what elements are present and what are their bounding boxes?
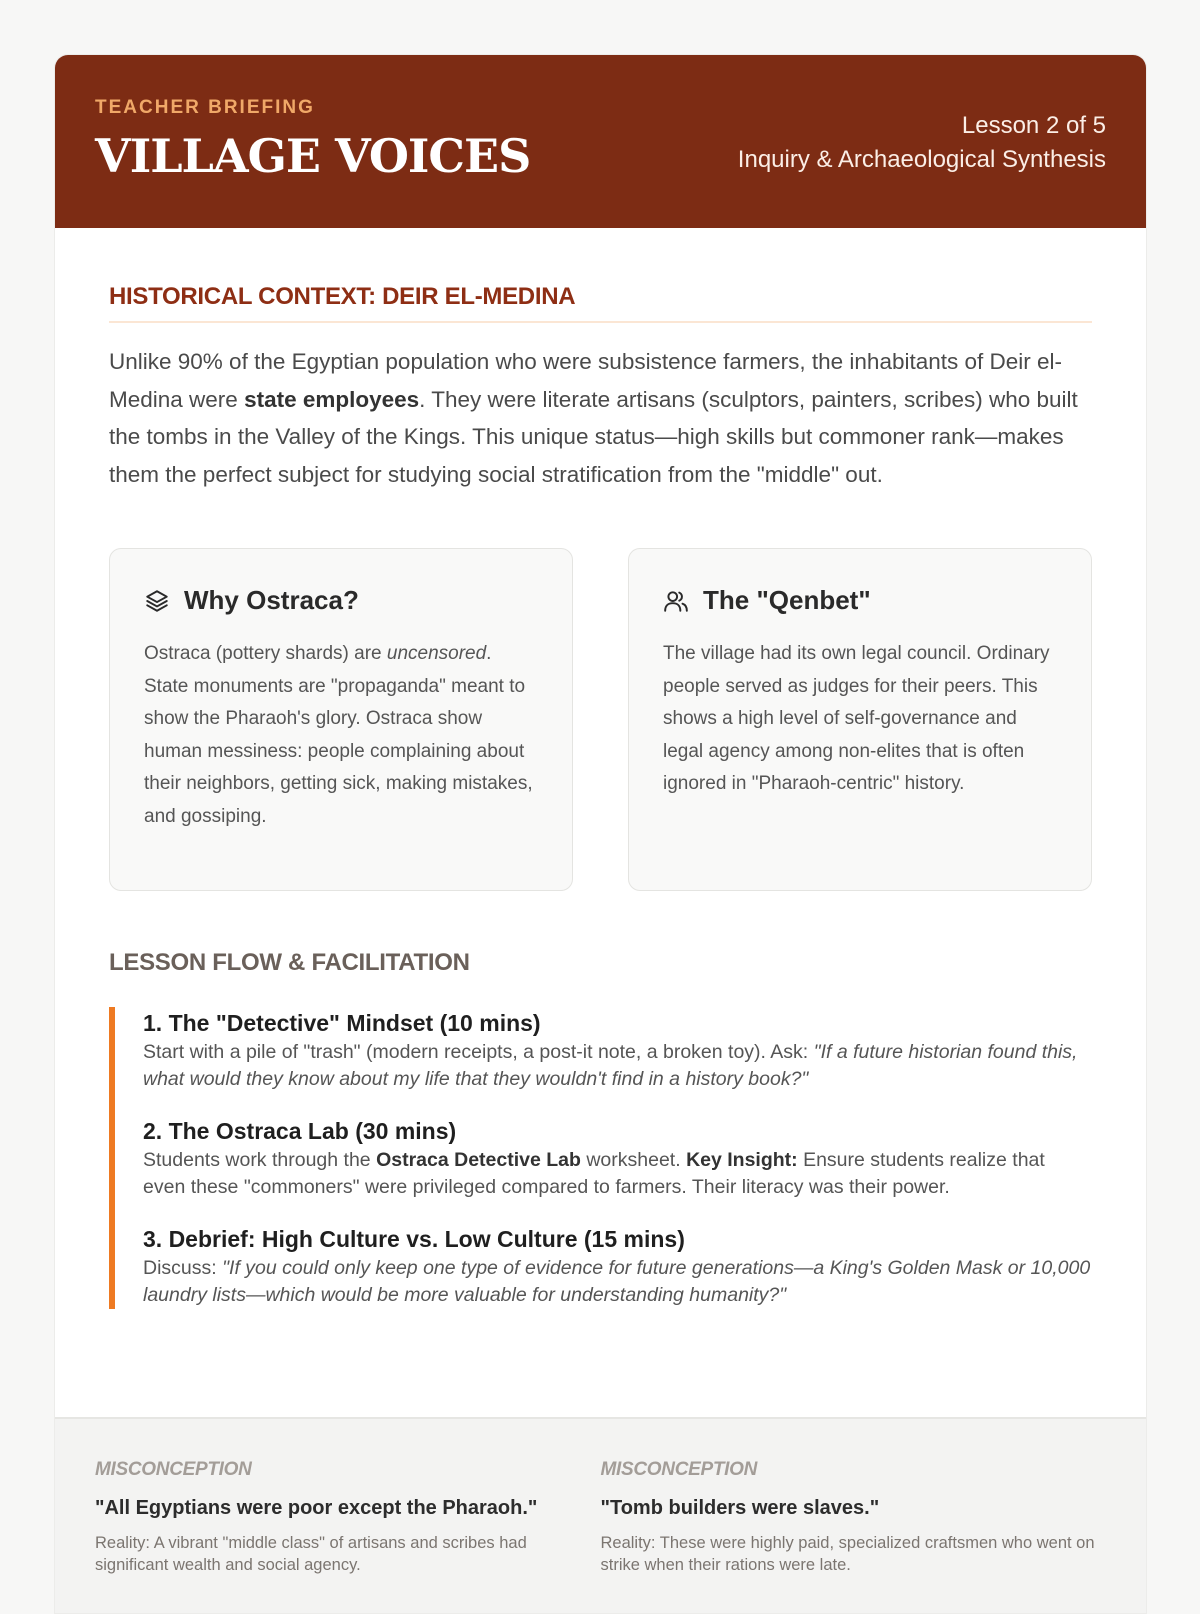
misconception-quote: "All Egyptians were poor except the Pharaoh." <box>95 1497 538 1519</box>
step-title: 1. The "Detective" Mindset (10 mins) <box>143 1010 541 1036</box>
context-text-1: Unlike 90% of the Egyptian population who were subsistence farmers, the inhabitants of Deir el-Medina were <box>109 349 1063 412</box>
step-quote: "If you could only keep one type of evidence for future generations—a King's Golden Mask or 10,000 laundry lists—which would be more valuable for understanding humanity?" <box>143 1257 1091 1306</box>
context-bold: state employees <box>244 386 420 412</box>
lesson-subtitle: Inquiry & Archaeological Synthesis <box>737 146 1106 173</box>
flow-heading: LESSON FLOW & FACILITATION <box>109 949 470 976</box>
misconceptions-footer <box>55 1417 1146 1613</box>
card-body: The village had its own legal council. Ordinary people served as judges for their peers. This shows a high level of self-governance and legal agency among non-elites that is often ignored in "Pharaoh-centric" history. <box>663 643 1050 794</box>
layers-icon <box>144 588 170 614</box>
flow-step <box>143 1223 1092 1309</box>
card-title-row <box>144 585 538 616</box>
step-title: 3. Debrief: High Culture vs. Low Culture (15 mins) <box>143 1226 685 1252</box>
step-text: Students work through the <box>143 1149 377 1171</box>
card-title: The "Qenbet" <box>703 585 871 615</box>
step-title: 2. The Ostraca Lab (30 mins) <box>143 1118 457 1144</box>
flow-step <box>143 1115 1092 1201</box>
users-icon <box>663 588 689 614</box>
card-title: Why Ostraca? <box>184 585 359 615</box>
step-text: Discuss: <box>143 1257 223 1279</box>
misconception-reality: Reality: These were highly paid, specialized craftsmen who went on strike when their rations were late. <box>600 1534 1095 1574</box>
card-body <box>144 638 538 833</box>
key-insight-label: Key Insight: <box>686 1149 798 1171</box>
page-title: VILLAGE VOICES <box>95 129 531 183</box>
eyebrow-label: TEACHER BRIEFING <box>95 97 315 118</box>
step-description <box>143 1039 1092 1093</box>
lesson-flow <box>109 1007 1092 1309</box>
flow-step <box>143 1007 1092 1093</box>
step-description <box>143 1255 1092 1309</box>
misconception-reality: Reality: A vibrant "middle class" of artisans and scribes had significant wealth and social agency. <box>95 1534 527 1574</box>
misconception-item <box>95 1459 601 1613</box>
step-text: Ensure students realize that even these "commoners" were privileged compared to farmers. Their literacy was their power. <box>143 1149 1045 1198</box>
misconception-item <box>601 1459 1107 1613</box>
card-emphasis: uncensored <box>386 643 487 664</box>
misconception-quote: "Tomb builders were slaves." <box>600 1497 880 1519</box>
lesson-number: Lesson 2 of 5 <box>961 112 1106 139</box>
card-why-ostraca <box>109 548 573 891</box>
lesson-meta <box>738 109 1106 177</box>
card-text-b: . State monuments are "propaganda" meant to show the Pharaoh's glory. Ostraca show human messiness: people complaining about their neighbors, getting sick, making mistakes, and gossiping. <box>144 643 533 827</box>
main-content <box>55 283 1146 1309</box>
card-text-a: Ostraca (pottery shards) are <box>144 643 387 664</box>
misconception-label: MISCONCEPTION <box>95 1459 252 1480</box>
info-cards <box>109 548 1092 891</box>
context-heading: HISTORICAL CONTEXT: DEIR EL-MEDINA <box>109 283 1092 323</box>
step-quote: "If a future historian found this, what would they know about my life that they wouldn't find in a history book?" <box>143 1041 1078 1090</box>
step-description <box>143 1147 1092 1201</box>
card-qenbet <box>628 548 1092 891</box>
card-title-row <box>663 585 1057 616</box>
step-text: Start with a pile of "trash" (modern receipts, a post-it note, a broken toy). Ask: <box>143 1041 814 1063</box>
step-text: worksheet. <box>580 1149 687 1171</box>
context-paragraph <box>109 343 1092 493</box>
worksheet-name: Ostraca Detective Lab <box>376 1149 581 1171</box>
briefing-sheet <box>54 54 1147 1614</box>
misconception-label: MISCONCEPTION <box>600 1459 758 1480</box>
header-banner <box>55 55 1146 228</box>
context-text-2: . They were literate artisans (sculptors, painters, scribes) who built the tombs in the Valley of the Kings. This unique status—high skills but commoner rank—makes them the perfect subject for studying social stratification from the "middle" out. <box>109 386 1078 487</box>
